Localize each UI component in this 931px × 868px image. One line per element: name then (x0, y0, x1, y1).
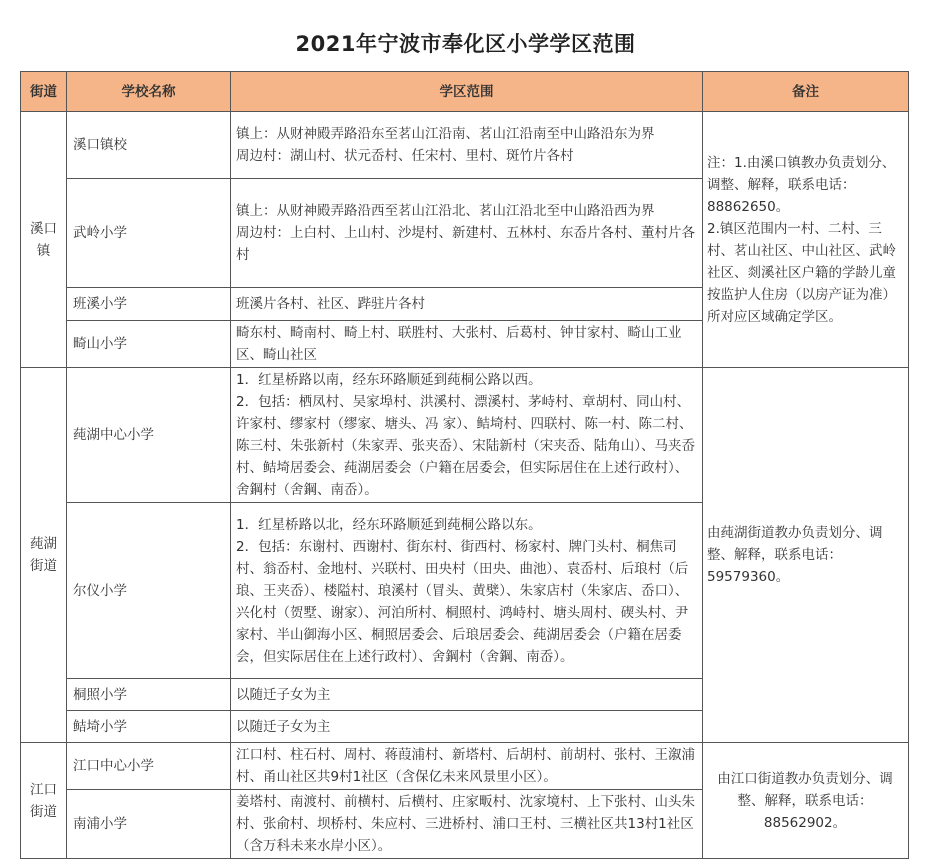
header-row (21, 72, 909, 112)
area-text: 镇上：从财神殿弄路沿西至茗山江沿北、茗山江沿北至中山路沿西为界 周边村：上白村、上山村、沙堤村、新建村、五林村、东岙片各村、董村片各村 (231, 179, 703, 288)
table-row (21, 743, 909, 790)
area-text: 畸东村、畸南村、畸上村、联胜村、大张村、后葛村、钟甘家村、畸山工业区、畸山社区 (231, 321, 703, 368)
table-row (21, 368, 909, 503)
school-name: 班溪小学 (67, 288, 231, 321)
note-cell: 注：1.由溪口镇教办负责划分、调整、解释，联系电话：88862650。 2.镇区范围内一村、二村、三村、茗山社区、中山社区、武岭社区、剡溪社区户籍的学龄儿童按监护人住房（以房产证为准）所对应区域确定学区。 (703, 112, 909, 368)
header-school: 学校名称 (67, 72, 231, 112)
area-text: 以随迁子女为主 (231, 711, 703, 743)
district-cell: 溪口 镇 (21, 112, 67, 368)
area-text: 镇上：从财神殿弄路沿东至茗山江沿南、茗山江沿南至中山路沿东为界 周边村：湖山村、状元岙村、任宋村、里村、斑竹片各村 (231, 112, 703, 179)
district-cell: 江口 街道 (21, 743, 67, 859)
school-name: 武岭小学 (67, 179, 231, 288)
district-cell: 莼湖 街道 (21, 368, 67, 743)
note-cell: 由江口街道教办负责划分、调整、解释，联系电话：88562902。 (703, 743, 909, 859)
school-district-table (20, 71, 909, 859)
header-district: 街道 (21, 72, 67, 112)
header-area: 学区范围 (231, 72, 703, 112)
area-text: 姜塔村、南渡村、前横村、后横村、庄家畈村、沈家境村、上下张村、山头朱村、张俞村、坝桥村、朱应村、三进桥村、浦口王村、三横社区共13村1社区（含万科未来水岸小区）。 (231, 790, 703, 859)
school-name: 江口中心小学 (67, 743, 231, 790)
area-text: 1．红星桥路以北，经东环路顺延到莼桐公路以东。 2．包括：东谢村、西谢村、街东村、街西村、杨家村、牌门头村、桐焦司村、翁岙村、金地村、兴联村、田央村（田央、曲池）、袁岙村、后琅村（后琅、王夹岙）、楼隘村、琅溪村（冒头、黄檗）、朱家店村（朱家店、岙口）、兴化村（贺墅、谢家）、河泊所村、桐照村、鸿峙村、塘头周村、碶头村、尹家村、半山御海小区、桐照居委会、后琅居委会、莼湖居委会（户籍在居委会，但实际居住在上述行政村）、舍鋼村（舍鋼、南岙）。 (231, 503, 703, 679)
area-text: 1．红星桥路以南，经东环路顺延到莼桐公路以西。 2．包括：栖凤村、吴家埠村、洪溪村、漂溪村、茅峙村、章胡村、同山村、许家村、缪家村（缪家、塘头、冯 家）、鲒埼村、四联村、陈一村、陈二村、陈三村、朱张新村（朱家弄、张夹岙）、宋陆新村（宋夹岙、陆角山）、马夹岙村、鲒埼居委会、莼湖居委会（户籍在居委会，但实际居住在上述行政村）、舍鋼村（舍鋼、南岙）。 (231, 368, 703, 503)
area-text: 班溪片各村、社区、跸驻片各村 (231, 288, 703, 321)
school-name: 桐照小学 (67, 679, 231, 711)
school-name: 溪口镇校 (67, 112, 231, 179)
header-note: 备注 (703, 72, 909, 112)
school-name: 莼湖中心小学 (67, 368, 231, 503)
school-name: 尔仪小学 (67, 503, 231, 679)
area-text: 江口村、柱石村、周村、蒋葭浦村、新塔村、后胡村、前胡村、张村、王溆浦村、甬山社区共9村1社区（含保亿未来风景里小区）。 (231, 743, 703, 790)
school-name: 鲒埼小学 (67, 711, 231, 743)
school-name: 南浦小学 (67, 790, 231, 859)
page-title: 2021年宁波市奉化区小学学区范围 (295, 32, 636, 56)
area-text: 以随迁子女为主 (231, 679, 703, 711)
school-name: 畸山小学 (67, 321, 231, 368)
note-cell: 由莼湖街道教办负责划分、调整、解释，联系电话：59579360。 (703, 368, 909, 743)
table-row (21, 112, 909, 179)
